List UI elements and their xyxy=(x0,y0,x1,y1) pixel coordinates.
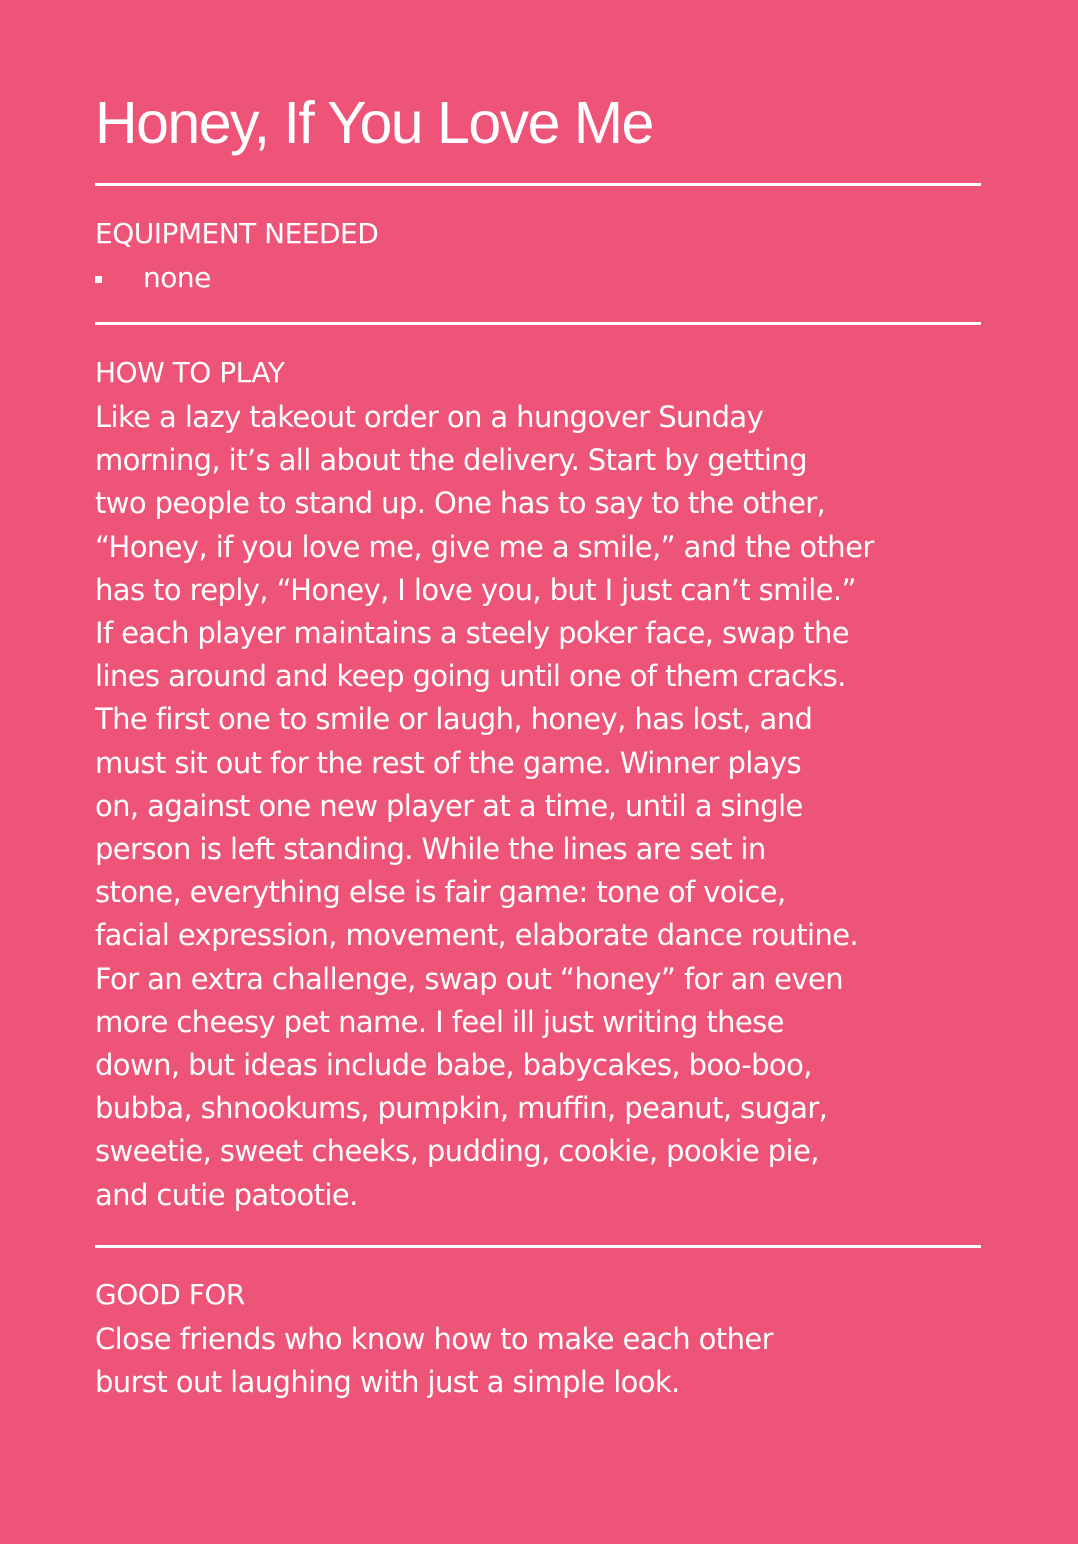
how-to-play-line: and cutie patootie. xyxy=(95,1177,358,1212)
good-for-text xyxy=(95,1318,773,1404)
how-to-play-line: For an extra challenge, swap out “honey” for an even xyxy=(95,961,843,996)
how-to-play-line: lines around and keep going until one of them cracks. xyxy=(95,659,846,694)
how-to-play-line: The first one to smile or laugh, honey, has lost, and xyxy=(95,702,813,737)
equipment-heading: EQUIPMENT NEEDED xyxy=(95,217,379,250)
how-to-play-line: stone, everything else is fair game: tone of voice, xyxy=(95,875,786,910)
bullet-square-icon xyxy=(95,276,102,283)
how-to-play-line: more cheesy pet name. I feel ill just writing these xyxy=(95,1004,784,1039)
divider-title xyxy=(95,183,981,186)
how-to-play-line: must sit out for the rest of the game. Winner plays xyxy=(95,745,801,780)
equipment-item-text: none xyxy=(143,261,211,294)
how-to-play-line: down, but ideas include babe, babycakes, boo-boo, xyxy=(95,1048,812,1083)
equipment-item xyxy=(95,258,211,298)
how-to-play-text xyxy=(95,396,874,1217)
how-to-play-line: has to reply, “Honey, I love you, but I just can’t smile.” xyxy=(95,572,856,607)
divider-equipment xyxy=(95,322,981,325)
page-title: Honey, If You Love Me xyxy=(95,90,653,156)
how-to-play-line: two people to stand up. One has to say to the other, xyxy=(95,486,826,521)
how-to-play-line: sweetie, sweet cheeks, pudding, cookie, pookie pie, xyxy=(95,1134,819,1169)
good-for-line: Close friends who know how to make each other xyxy=(95,1322,773,1356)
how-to-play-line: If each player maintains a steely poker face, swap the xyxy=(95,616,849,651)
good-for-heading: GOOD FOR xyxy=(95,1278,245,1311)
how-to-play-line: person is left standing. While the lines are set in xyxy=(95,832,766,867)
how-to-play-line: morning, it’s all about the delivery. Start by getting xyxy=(95,443,807,478)
how-to-play-heading: HOW TO PLAY xyxy=(95,356,285,389)
how-to-play-line: “Honey, if you love me, give me a smile,” and the other xyxy=(95,529,874,564)
how-to-play-line: on, against one new player at a time, until a single xyxy=(95,788,803,823)
good-for-line: burst out laughing with just a simple look. xyxy=(95,1365,680,1400)
how-to-play-line: facial expression, movement, elaborate dance routine. xyxy=(95,918,859,953)
how-to-play-line: Like a lazy takeout order on a hungover Sunday xyxy=(95,400,764,434)
how-to-play-line: bubba, shnookums, pumpkin, muffin, peanut, sugar, xyxy=(95,1091,828,1126)
equipment-list xyxy=(95,258,211,298)
divider-how-to-play xyxy=(95,1245,981,1248)
